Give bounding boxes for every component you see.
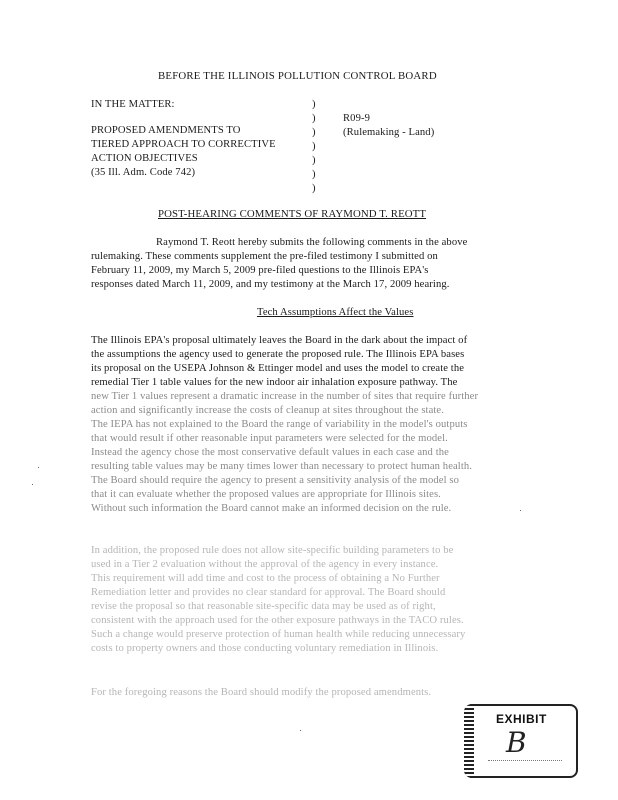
exhibit-label: EXHIBIT [496,712,547,726]
caption-paren: ) [312,169,316,180]
docket-type: (Rulemaking - Land) [343,127,435,138]
body-line: that it can evaluate whether the proposed values are appropriate for Illinois sites. [91,489,441,500]
intro-line: Raymond T. Reott hereby submits the following comments in the above [156,237,468,248]
exhibit-mark: B [506,726,527,759]
body-line: For the foregoing reasons the Board should modify the proposed amendments. [91,687,432,698]
intro-line: rulemaking. These comments supplement the pre-filed testimony I submitted on [91,251,438,262]
docket-number: R09-9 [343,113,370,124]
body-line: costs to property owners and those conducting voluntary remediation in Illinois. [91,643,439,654]
body-line: Such a change would preserve protection of human health while reducing unnecessary [91,629,466,640]
body-line: that would result if other reasonable input parameters were selected for the model. [91,433,448,444]
caption-paren: ) [312,113,316,124]
intro-line: responses dated March 11, 2009, and my testimony at the March 17, 2009 hearing. [91,279,450,290]
body-line: This requirement will add time and cost to the process of obtaining a No Further [91,573,440,584]
body-line: the assumptions the agency used to generate the proposed rule. The Illinois EPA bases [91,349,465,360]
caption-line: ACTION OBJECTIVES [91,153,198,164]
exhibit-signature-line [488,760,562,761]
body-line: In addition, the proposed rule does not allow site-specific building parameters to be [91,545,454,556]
caption-paren: ) [312,141,316,152]
caption-paren: ) [312,127,316,138]
body-line: Instead the agency chose the most conservative default values in each case and the [91,447,449,458]
body-line: action and significantly increase the costs of cleanup at sites throughout the state. [91,405,444,416]
caption-line: IN THE MATTER: [91,99,175,110]
body-line: Remediation letter and provides no clear standard for approval. The Board should [91,587,446,598]
body-line: Without such information the Board cannot make an informed decision on the rule. [91,503,452,514]
body-line: revise the proposal so that reasonable site-specific data may be used as of right, [91,601,436,612]
exhibit-sticker [464,704,578,778]
section-heading: Tech Assumptions Affect the Values [257,307,414,318]
body-line: new Tier 1 values represent a dramatic increase in the number of sites that require further [91,391,479,402]
document-title: POST-HEARING COMMENTS OF RAYMOND T. REOTT [158,208,427,220]
body-line: its proposal on the USEPA Johnson & Ettinger model and uses the model to create the [91,363,465,374]
body-line: The Board should require the agency to present a sensitivity analysis of the model so [91,475,460,486]
sticker-edge [464,704,474,778]
caption-paren: ) [312,99,316,110]
body-line: resulting table values may be many times lower than necessary to protect human health. [91,461,473,472]
caption-paren: ) [312,183,316,194]
body-line: remedial Tier 1 table values for the new indoor air inhalation exposure pathway. The [91,377,458,388]
caption-line: PROPOSED AMENDMENTS TO [91,125,241,136]
board-header: BEFORE THE ILLINOIS POLLUTION CONTROL BOARD [158,70,437,82]
scan-speck [32,484,33,485]
caption-line: (35 Ill. Adm. Code 742) [91,167,196,178]
caption-paren: ) [312,155,316,166]
body-line: The Illinois EPA's proposal ultimately leaves the Board in the dark about the impact of [91,335,468,346]
body-line: consistent with the approach used for the other exposure pathways in the TACO rules. [91,615,464,626]
caption-line: TIERED APPROACH TO CORRECTIVE [91,139,276,150]
scan-speck [520,510,521,511]
scan-speck [300,730,301,731]
body-line: used in a Tier 2 evaluation without the approval of the agency in every instance. [91,559,439,570]
body-line: The IEPA has not explained to the Board the range of variability in the model's outputs [91,419,468,430]
scan-speck [38,467,39,468]
intro-line: February 11, 2009, my March 5, 2009 pre-filed questions to the Illinois EPA's [91,265,429,276]
